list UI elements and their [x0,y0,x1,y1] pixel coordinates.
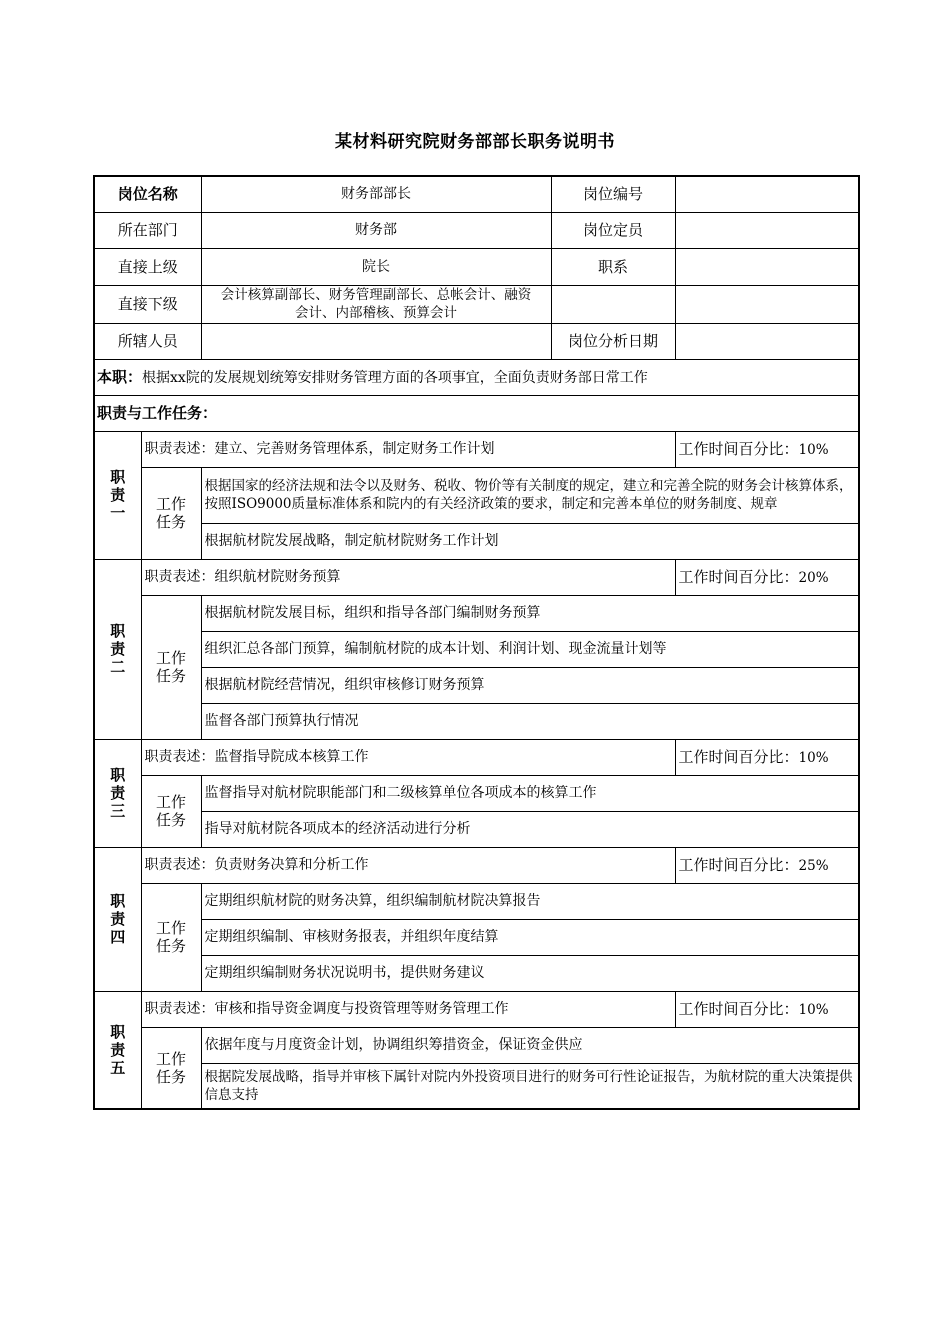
row-duties-header [94,395,859,431]
duty-4-desc: 职责表述：负责财务决算和分析工作 [141,847,675,883]
duty-2-task-3: 根据航材院经营情况，组织审核修订财务预算 [201,667,859,703]
duty-4-desc-row [94,847,859,883]
row-summary [94,359,859,395]
superior-label: 直接上级 [94,248,201,285]
duty-4-task-row [94,955,859,991]
row-subordinate [94,285,859,323]
duty-1-task-2: 根据航材院发展战略，制定航材院财务工作计划 [201,523,859,559]
row-post-name [94,176,859,212]
duty-1-desc-row [94,431,859,467]
staff-label: 所辖人员 [94,323,201,359]
duty-4-task-2: 定期组织编制、审核财务报表，并组织年度结算 [201,919,859,955]
duty-4-task-3: 定期组织编制财务状况说明书，提供财务建议 [201,955,859,991]
duty-1-task-label: 工作 任务 [141,467,201,559]
duty-2-task-row [94,631,859,667]
duty-5-task-2: 根据院发展战略，指导并审核下属针对院内外投资项目进行的财务可行性论证报告，为航材院的重大决策提供信息支持 [201,1063,859,1109]
duty-2-task-label: 工作 任务 [141,595,201,739]
dept-label: 所在部门 [94,212,201,248]
duty-5-desc: 职责表述：审核和指导资金调度与投资管理等财务管理工作 [141,991,675,1027]
duty-3-name: 职 责 三 [94,739,141,847]
duty-4-task-1: 定期组织航材院的财务决算，组织编制航材院决算报告 [201,883,859,919]
analysis-date-value [675,323,859,359]
duty-5-task-row [94,1027,859,1063]
post-name-label: 岗位名称 [94,176,201,212]
duty-2-task-row [94,703,859,739]
duty-2-task-row [94,667,859,703]
superior-value: 院长 [201,248,551,285]
row-superior [94,248,859,285]
staff-value [201,323,551,359]
duty-2-task-4: 监督各部门预算执行情况 [201,703,859,739]
duty-4-pct: 工作时间百分比：25% [675,847,859,883]
summary-text: 根据xx院的发展规划统筹安排财务管理方面的各项事宜，全面负责财务部日常工作 [142,369,648,386]
subordinate-value: 会计核算副部长、财务管理副部长、总帐会计、融资会计、内部稽核、预算会计 [201,285,551,323]
series-value [675,248,859,285]
duty-1-desc: 职责表述：建立、完善财务管理体系，制定财务工作计划 [141,431,675,467]
duty-3-desc: 职责表述：监督指导院成本核算工作 [141,739,675,775]
duty-3-task-2: 指导对航材院各项成本的经济活动进行分析 [201,811,859,847]
duty-3-task-label: 工作 任务 [141,775,201,847]
post-code-value [675,176,859,212]
duty-2-desc: 职责表述：组织航材院财务预算 [141,559,675,595]
subordinate-label: 直接下级 [94,285,201,323]
duty-1-pct: 工作时间百分比：10% [675,431,859,467]
row-staff [94,323,859,359]
duty-3-pct: 工作时间百分比：10% [675,739,859,775]
duty-5-task-row [94,1063,859,1109]
duty-1-task-row [94,467,859,523]
duty-2-name: 职 责 二 [94,559,141,739]
duty-3-task-1: 监督指导对航材院职能部门和二级核算单位各项成本的核算工作 [201,775,859,811]
headcount-label: 岗位定员 [551,212,675,248]
duty-1-task-1: 根据国家的经济法规和法令以及财务、税收、物价等有关制度的规定，建立和完善全院的财务会计核算体系，按照ISO9000质量标准体系和院内的有关经济政策的要求，制定和完善本单位的财务制度、规章 [201,467,859,523]
summary-label: 本职： [97,367,143,386]
duty-1-name: 职 责 一 [94,431,141,559]
duty-5-name: 职 责 五 [94,991,141,1109]
series-label: 职系 [551,248,675,285]
duty-2-task-2: 组织汇总各部门预算，编制航材院的成本计划、利润计划、现金流量计划等 [201,631,859,667]
duty-4-task-row [94,883,859,919]
job-description-table [93,175,860,1110]
row-dept [94,212,859,248]
dept-value: 财务部 [201,212,551,248]
duty-3-task-row [94,775,859,811]
duty-4-task-row [94,919,859,955]
duty-2-pct: 工作时间百分比：20% [675,559,859,595]
duty-2-desc-row [94,559,859,595]
subordinate-spacer [551,285,675,323]
duty-3-desc-row [94,739,859,775]
duty-1-task-row [94,523,859,559]
duty-3-task-row [94,811,859,847]
duty-4-name: 职 责 四 [94,847,141,991]
duty-4-task-label: 工作 任务 [141,883,201,991]
duty-2-task-row [94,595,859,631]
summary-cell [94,359,859,395]
duty-2-task-1: 根据航材院发展目标，组织和指导各部门编制财务预算 [201,595,859,631]
duty-5-pct: 工作时间百分比：10% [675,991,859,1027]
duty-5-desc-row [94,991,859,1027]
post-code-label: 岗位编号 [551,176,675,212]
post-name-value: 财务部部长 [201,176,551,212]
duty-5-task-1: 依据年度与月度资金计划，协调组织筹措资金，保证资金供应 [201,1027,859,1063]
analysis-date-label: 岗位分析日期 [551,323,675,359]
document-title: 某材料研究院财务部部长职务说明书 [335,132,615,152]
headcount-value [675,212,859,248]
duties-header: 职责与工作任务： [94,395,859,431]
subordinate-extra [675,285,859,323]
duty-5-task-label: 工作 任务 [141,1027,201,1109]
